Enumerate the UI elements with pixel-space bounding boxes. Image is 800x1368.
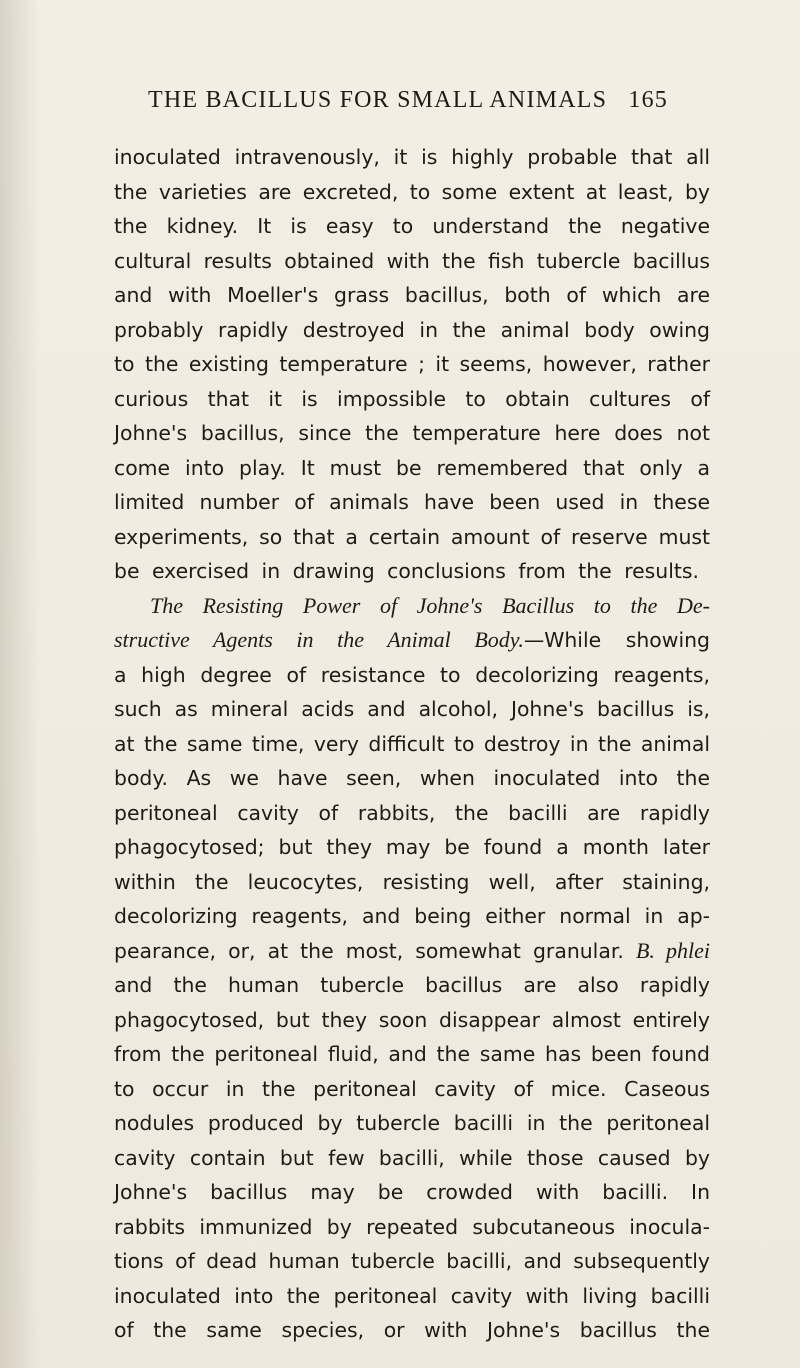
text-line: limited number of animals have been used in these [114, 490, 710, 514]
text-line: to occur in the peritoneal cavity of mice. Caseous [114, 1076, 710, 1101]
page-number: 165 [628, 87, 668, 113]
text-line: experiments, so that a certain amount of reserve must [114, 524, 710, 549]
text-line: cultural results obtained with the fish tubercle bacillus [114, 248, 710, 273]
text-line: the varieties are excreted, to some extent at least, by [114, 179, 710, 204]
text-line: be exercised in drawing conclusions from the results. [114, 559, 699, 583]
text-line: within the leucocytes, resisting well, after staining, [114, 869, 710, 894]
text-line: decolorizing reagents, and being either normal in ap- [114, 904, 710, 928]
text-line: inoculated into the peritoneal cavity with living bacilli [114, 1283, 710, 1308]
text-line: Johne's bacillus may be crowded with bacilli. In [114, 1180, 710, 1204]
text-line: to the existing temperature ; it seems, however, rather [114, 352, 710, 376]
text-line: peritoneal cavity of rabbits, the bacilli are rapidly [114, 800, 710, 825]
section-heading-line [114, 589, 710, 624]
section-heading-italic: The Resisting Power of Johne's Bacillus to the De- [150, 592, 710, 618]
text-line: body. As we have seen, when inoculated into the [114, 766, 710, 790]
text-segment: pearance, or, at the most, somewhat granular. [114, 938, 624, 963]
text-line: at the same time, very difficult to destroy in the animal [114, 731, 710, 756]
text-line: such as mineral acids and alcohol, Johne's bacillus is, [114, 697, 710, 721]
text-line: the kidney. It is easy to understand the negative [114, 214, 710, 238]
text-line: rabbits immunized by repeated subcutaneous inocula- [114, 1214, 710, 1239]
text-line: probably rapidly destroyed in the animal body owing [114, 317, 710, 342]
body-text [114, 140, 710, 1348]
section-heading-italic: structive Agents in the Animal Body. [114, 627, 524, 652]
text-line: Johne's bacillus, since the temperature here does not [114, 421, 710, 445]
text-line: phagocytosed, but they soon disappear almost entirely [114, 1007, 710, 1032]
text-line: inoculated intravenously, it is highly probable that all [114, 145, 710, 169]
section-heading-continuation: —While showing [523, 628, 710, 652]
text-line: cavity contain but few bacilli, while those caused by [114, 1145, 710, 1170]
text-line: phagocytosed; but they may be found a month later [114, 835, 710, 859]
text-line [114, 934, 710, 969]
running-header [148, 87, 668, 121]
text-line: and with Moeller's grass bacillus, both of which are [114, 283, 710, 307]
text-line: curious that it is impossible to obtain cultures of [114, 386, 710, 411]
text-line: of the same species, or with Johne's bacillus the [114, 1318, 710, 1342]
running-header-title: THE BACILLUS FOR SMALL ANIMALS [148, 87, 608, 113]
text-line: come into play. It must be remembered that only a [114, 455, 710, 480]
text-line: a high degree of resistance to decolorizing reagents, [114, 662, 710, 687]
text-line: and the human tubercle bacillus are also rapidly [114, 973, 710, 997]
text-line: nodules produced by tubercle bacilli in the peritoneal [114, 1111, 710, 1135]
text-line: tions of dead human tubercle bacilli, and subsequently [114, 1249, 710, 1273]
text-line: from the peritoneal fluid, and the same has been found [114, 1042, 710, 1066]
species-name-italic: B. phlei [635, 937, 710, 963]
section-heading-line [114, 623, 710, 658]
